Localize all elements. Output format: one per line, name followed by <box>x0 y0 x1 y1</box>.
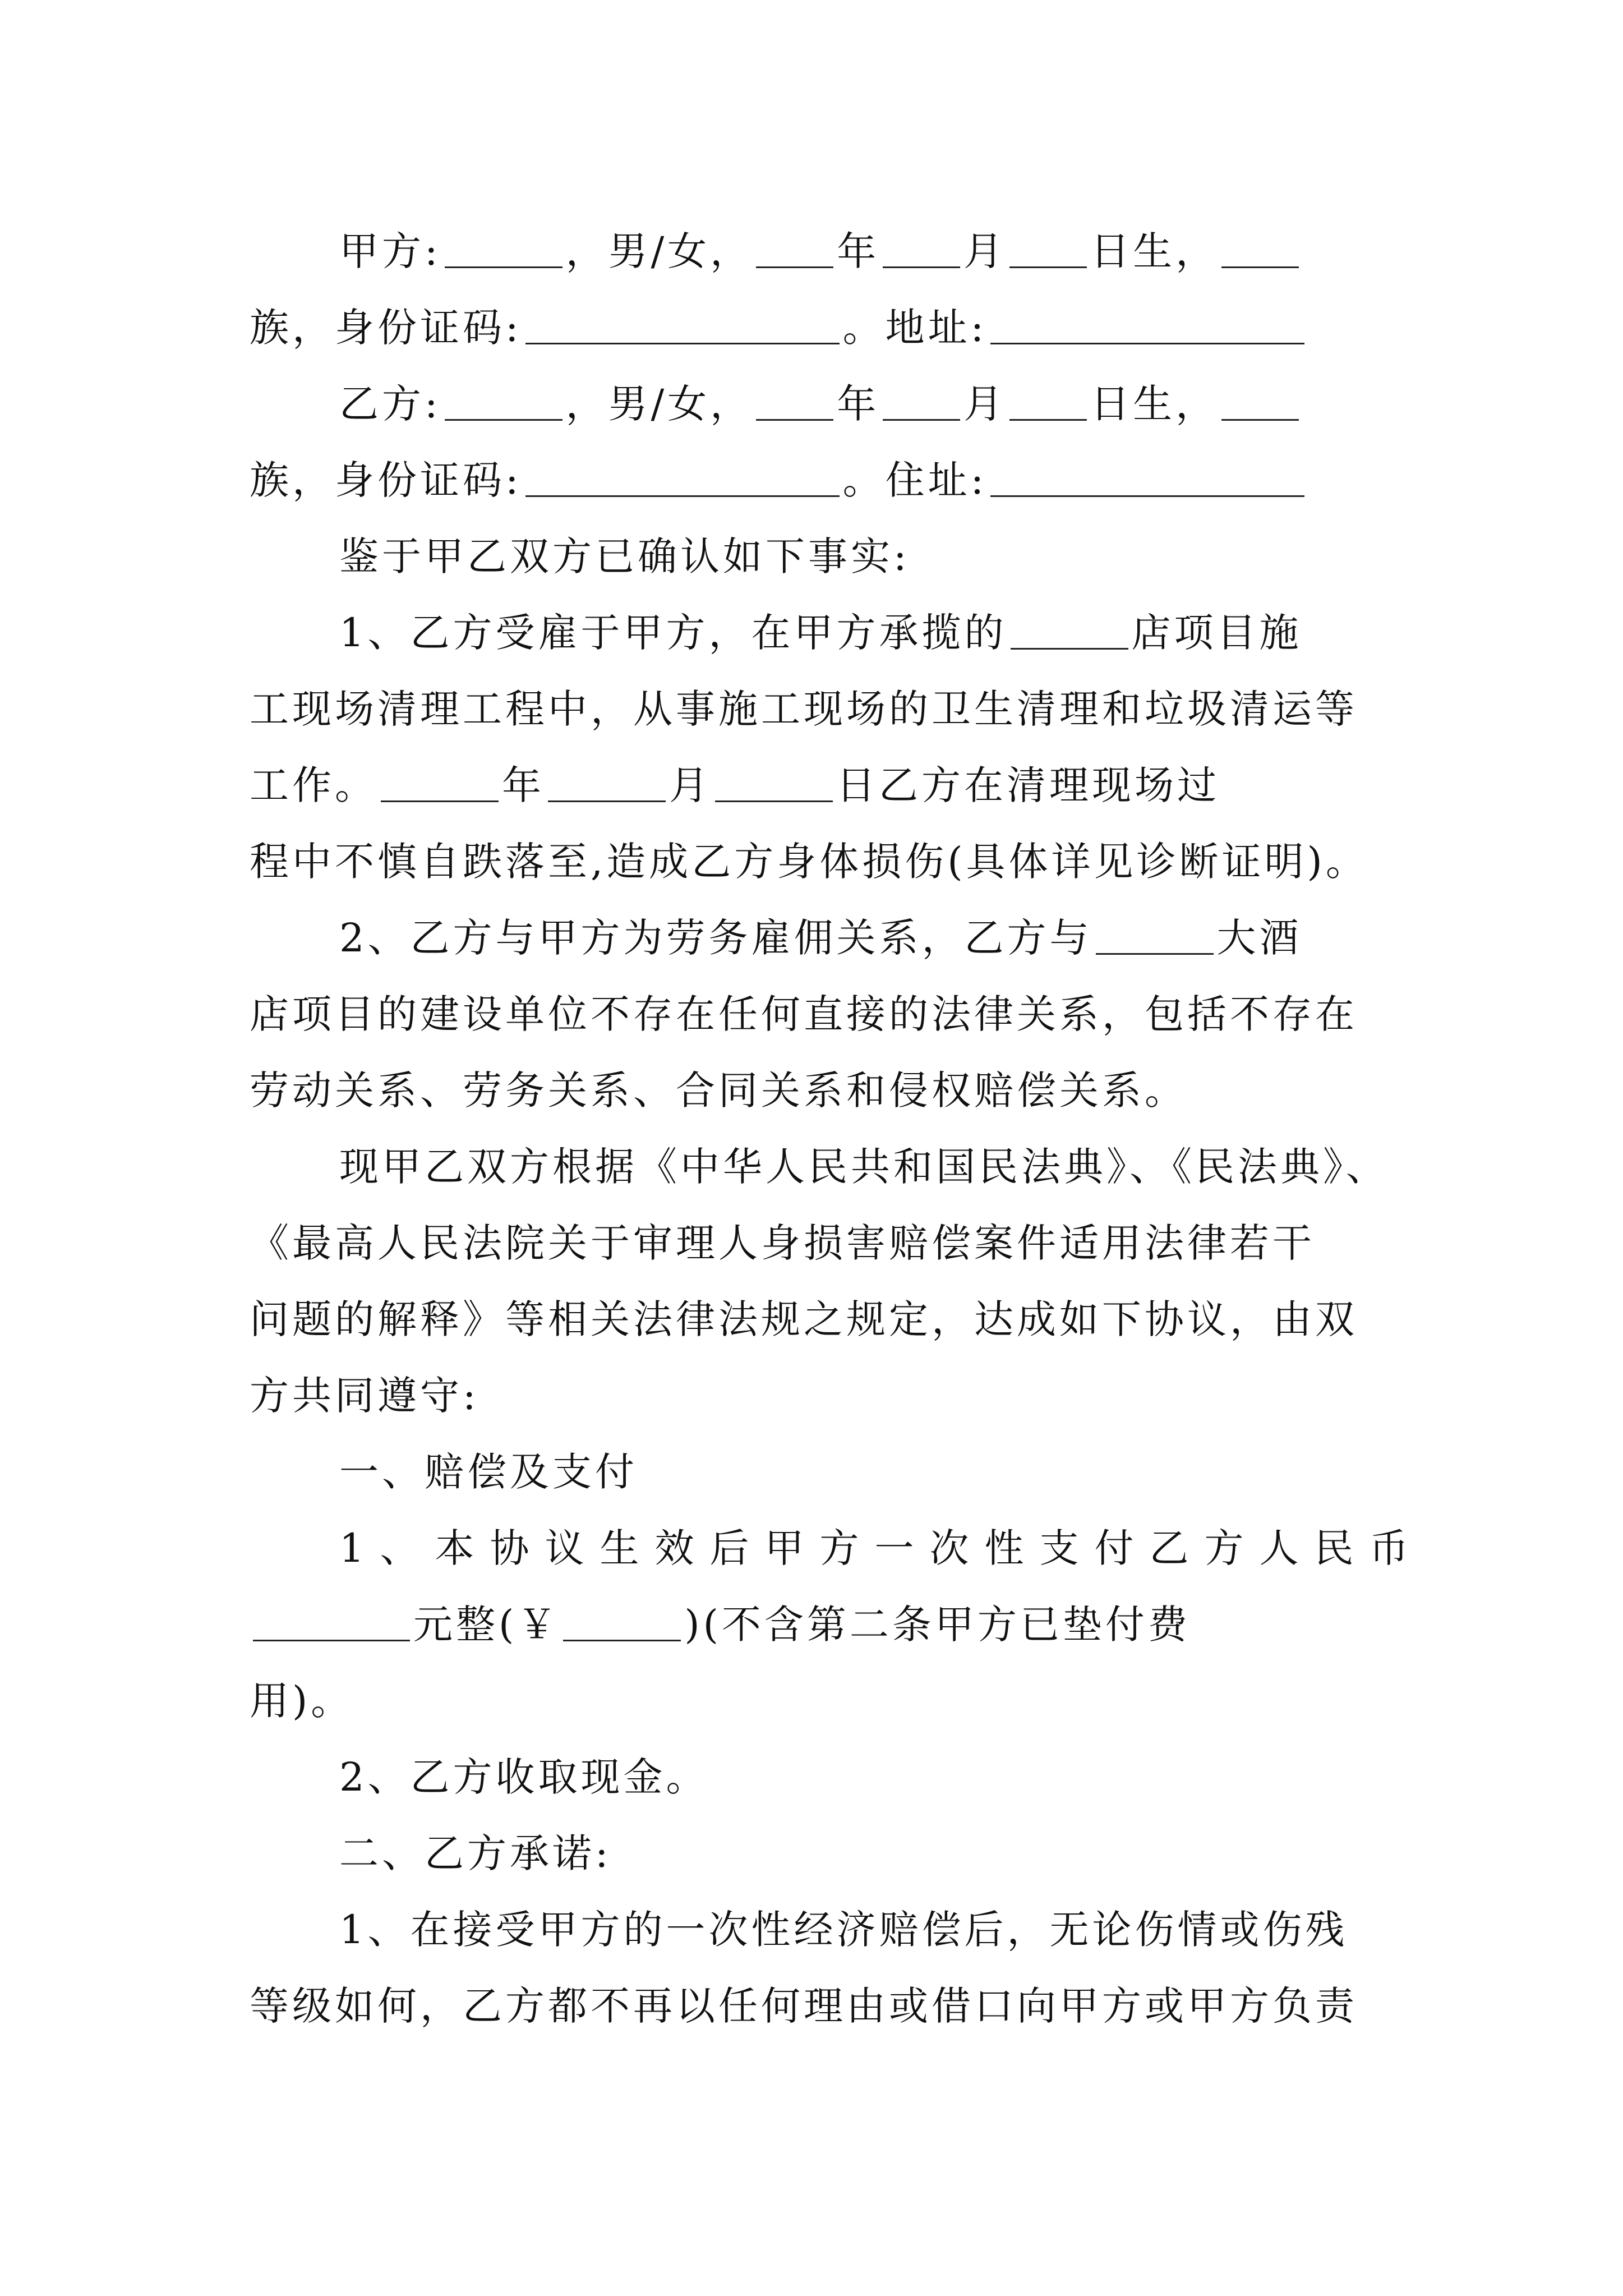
basis-line2: 《最高人民法院关于审理人身损害赔偿案件适用法律若干 <box>250 1220 1315 1266</box>
basis-line4: 方共同遵守: <box>250 1373 479 1419</box>
basis-line1: 现甲乙双方根据《中华人民共和国民法典》、《民法典》、 <box>339 1144 1389 1190</box>
fact2-line2: 店项目的建设单位不存在任何直接的法律关系，包括不存在 <box>250 991 1358 1037</box>
party-a-day-born: 日生， <box>1090 228 1219 274</box>
fact2-hotel-blank <box>1096 917 1214 955</box>
party-a-ethnic-id: 族，身份证码: <box>250 305 522 351</box>
section1-item1-line2 <box>250 1586 1388 1663</box>
amount-number-blank <box>563 1604 681 1641</box>
party-a-address-blank <box>990 307 1304 344</box>
basis-line3: 问题的解释》等相关法律法规之规定，达成如下协议，由双 <box>250 1296 1358 1342</box>
party-b-day-born: 日生， <box>1090 381 1219 427</box>
amount-words-blank <box>253 1604 410 1641</box>
party-a-id-blank <box>525 307 840 344</box>
party-a-ethnic-blank <box>1221 231 1299 268</box>
fact1-month-blank <box>548 765 666 802</box>
party-a-year: 年 <box>837 228 880 274</box>
fact1-start: 1、乙方受雇于甲方，在甲方承揽的 <box>339 610 1007 656</box>
fact1-day-blank <box>715 765 833 802</box>
party-a-year-blank <box>756 231 833 268</box>
fact1-line3 <box>250 747 1388 823</box>
party-a-line <box>250 213 1388 289</box>
fact2-line1 <box>250 900 1388 976</box>
party-a-id-line <box>250 289 1388 366</box>
party-a-month-blank <box>883 231 960 268</box>
party-b-day-blank <box>1009 383 1087 421</box>
fact2-start: 2、乙方与甲方为劳务雇佣关系，乙方与 <box>339 915 1092 961</box>
section2-heading: 二、乙方承诺: <box>339 1830 612 1876</box>
party-b-ethnic-id: 族，身份证码: <box>250 457 522 503</box>
party-b-month-blank <box>883 383 960 421</box>
party-b-line <box>250 366 1388 442</box>
party-a-day-blank <box>1009 231 1087 268</box>
section1-item1-line1: 1、本协议生效后甲方一次性支付乙方人民币 <box>339 1525 1424 1571</box>
fact1-month: 月 <box>669 762 712 808</box>
party-a-name-blank <box>445 231 562 268</box>
party-a-label: 甲方: <box>339 228 441 274</box>
party-b-gender: ，男/女， <box>565 381 753 427</box>
fact1-line1 <box>250 595 1388 671</box>
amount-mid: 元整(￥ <box>413 1602 560 1648</box>
fact1-line3-end: 日乙方在清理现场过 <box>836 762 1220 808</box>
document-page <box>250 213 1424 2044</box>
fact1-line2: 工现场清理工程中，从事施工现场的卫生清理和垃圾清运等 <box>250 686 1358 732</box>
party-b-id-line <box>250 442 1388 518</box>
facts-intro: 鉴于甲乙双方已确认如下事实: <box>339 533 910 579</box>
party-b-address-blank <box>990 459 1304 497</box>
section1-item1-line3: 用)。 <box>250 1678 354 1724</box>
section1-heading: 一、赔偿及支付 <box>339 1449 638 1495</box>
party-b-year-blank <box>756 383 833 421</box>
fact1-end: 店项目施 <box>1131 610 1302 656</box>
party-b-year: 年 <box>837 381 880 427</box>
section1-item2: 2、乙方收取现金。 <box>339 1754 709 1800</box>
party-b-name-blank <box>445 383 562 421</box>
section2-item1-line2: 等级如何，乙方都不再以任何理由或借口向甲方或甲方负责 <box>250 1983 1358 2029</box>
fact1-line4: 程中不慎自跌落至,造成乙方身体损伤(具体详见诊断证明)。 <box>250 839 1368 885</box>
party-b-address-label: 。住址: <box>842 457 988 503</box>
party-a-gender: ，男/女， <box>565 228 753 274</box>
fact1-hotel-blank <box>1011 612 1128 650</box>
party-a-month: 月 <box>963 228 1007 274</box>
fact2-line3: 劳动关系、劳务关系、合同关系和侵权赔偿关系。 <box>250 1068 1187 1114</box>
party-b-month: 月 <box>963 381 1007 427</box>
party-a-address-label: 。地址: <box>842 305 988 351</box>
fact1-year: 年 <box>502 762 545 808</box>
fact1-line3-start: 工作。 <box>250 762 377 808</box>
party-b-label: 乙方: <box>339 381 441 427</box>
amount-end: )(不含第二条甲方已垫付费 <box>684 1602 1191 1648</box>
fact1-year-blank <box>381 765 499 802</box>
section2-item1-line1: 1、在接受甲方的一次性经济赔偿后，无论伤情或伤残 <box>339 1907 1348 1953</box>
party-b-id-blank <box>525 459 840 497</box>
fact2-end: 大酒 <box>1216 915 1302 961</box>
party-b-ethnic-blank <box>1221 383 1299 421</box>
